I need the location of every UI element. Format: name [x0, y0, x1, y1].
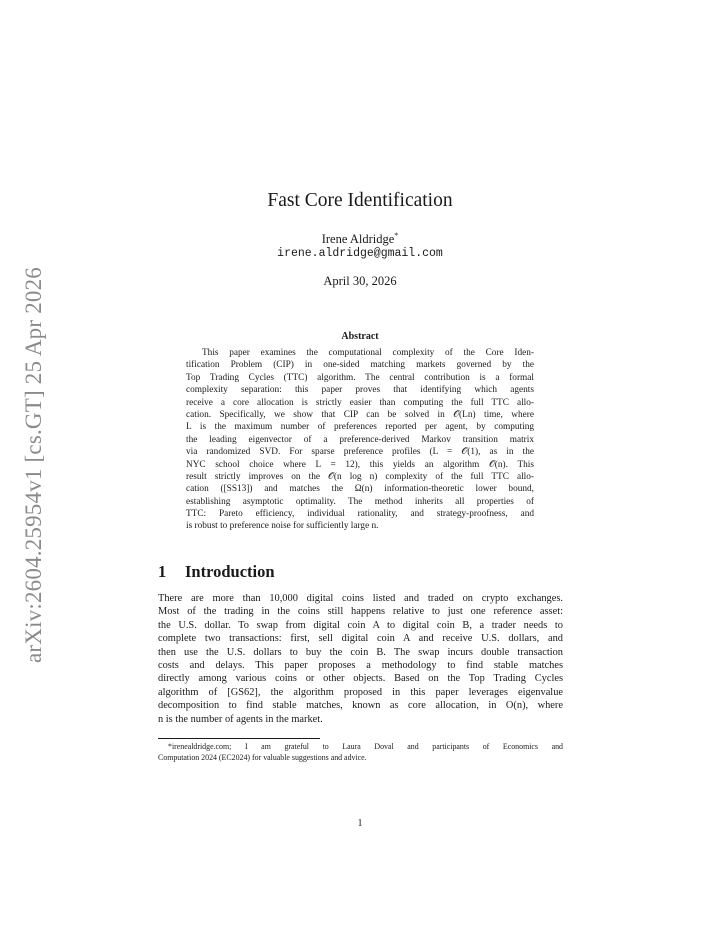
abstract-line: the leading eigenvector of a preference-derived Markov transition matrix — [186, 434, 534, 445]
footnote-line: *irenealdridge.com; I am grateful to Laura Doval and participants of Economics and — [168, 742, 563, 751]
intro-line: algorithm of [GS62], the algorithm proposed in this paper leverages eigenvalue — [158, 686, 563, 698]
abstract-body — [186, 347, 534, 533]
introduction-paragraph — [158, 592, 563, 726]
abstract-line: TTC: Pareto efficiency, individual rationality, and strategy-proofness, and — [186, 509, 534, 520]
paper-title: Fast Core Identification — [267, 190, 453, 211]
section-heading — [158, 562, 275, 582]
author-email: irene.aldridge@gmail.com — [277, 247, 443, 260]
intro-line: There are more than 10,000 digital coins listed and traded on crypto exchanges. — [158, 593, 563, 604]
intro-line: decomposition to find stable matches, known as core allocation, in O(n), where — [158, 700, 563, 712]
intro-line: then use the U.S. dollars to buy the coin B. The swap incurs double transaction — [158, 646, 563, 658]
author-footnote-mark: * — [394, 231, 399, 240]
abstract-line: NYC school choice where L = 12), this yields an algorithm 𝒪(n). This — [186, 459, 534, 470]
intro-line: n is the number of agents in the market. — [158, 713, 323, 725]
abstract-line: establishing asymptotic optimality. The method inherits all properties of — [186, 496, 534, 507]
abstract-line: cation ([SS13]) and matches the Ω(n) information-theoretic lower bound, — [186, 484, 534, 495]
abstract-line: L is the maximum number of preferences reported per agent, by computing — [186, 422, 534, 433]
intro-line: complete two transactions: first, sell digital coin A and receive U.S. dollars, and — [158, 633, 563, 645]
abstract-line: This paper examines the computational complexity of the Core Iden- — [202, 348, 534, 358]
intro-line: the U.S. dollar. To swap from digital coin A to digital coin B, a trader needs to — [158, 619, 563, 631]
abstract-line: tification Problem (CIP) in one-sided matching markets governed by the — [186, 360, 534, 371]
arxiv-identifier-stamp: arXiv:2604.25954v1 [cs.GT] 25 Apr 2026 — [21, 267, 46, 663]
footnote — [158, 741, 563, 763]
abstract-line: cation. Specifically, we show that CIP can be solved in 𝒪(Ln) time, where — [186, 409, 534, 420]
section-number: 1 — [158, 562, 167, 581]
abstract-line: via randomized SVD. For sparse preference profiles (L = 𝒪(1), as in the — [186, 447, 534, 458]
paper-date: April 30, 2026 — [323, 274, 397, 288]
abstract-line: result strictly improves on the 𝒪(n log n) complexity of the full TTC allo- — [186, 471, 534, 482]
author-name — [0, 231, 720, 247]
abstract-line: receive a core allocation is strictly easier than computing the full TTC allo- — [186, 397, 534, 408]
author-name-text: Irene Aldridge — [321, 232, 395, 247]
page-number: 1 — [357, 818, 363, 829]
intro-line: costs and delays. This paper proposes a methodology to find stable matches — [158, 659, 563, 671]
intro-line: Most of the trading in the coins still happens relative to just one reference asset: — [158, 606, 563, 618]
footnote-divider — [158, 738, 320, 739]
section-title: Introduction — [185, 562, 275, 581]
intro-line: directly among various coins or other objects. Based on the Top Trading Cycles — [158, 673, 563, 685]
abstract-line: is robust to preference noise for sufficiently large n. — [186, 521, 379, 532]
abstract-heading: Abstract — [341, 331, 379, 342]
abstract-line: Top Trading Cycles (TTC) algorithm. The central contribution is a formal — [186, 372, 534, 383]
footnote-line: Computation 2024 (EC2024) for valuable suggestions and advice. — [158, 753, 367, 762]
abstract-line: complexity separation: this paper proves that identifying which agents — [186, 385, 534, 396]
